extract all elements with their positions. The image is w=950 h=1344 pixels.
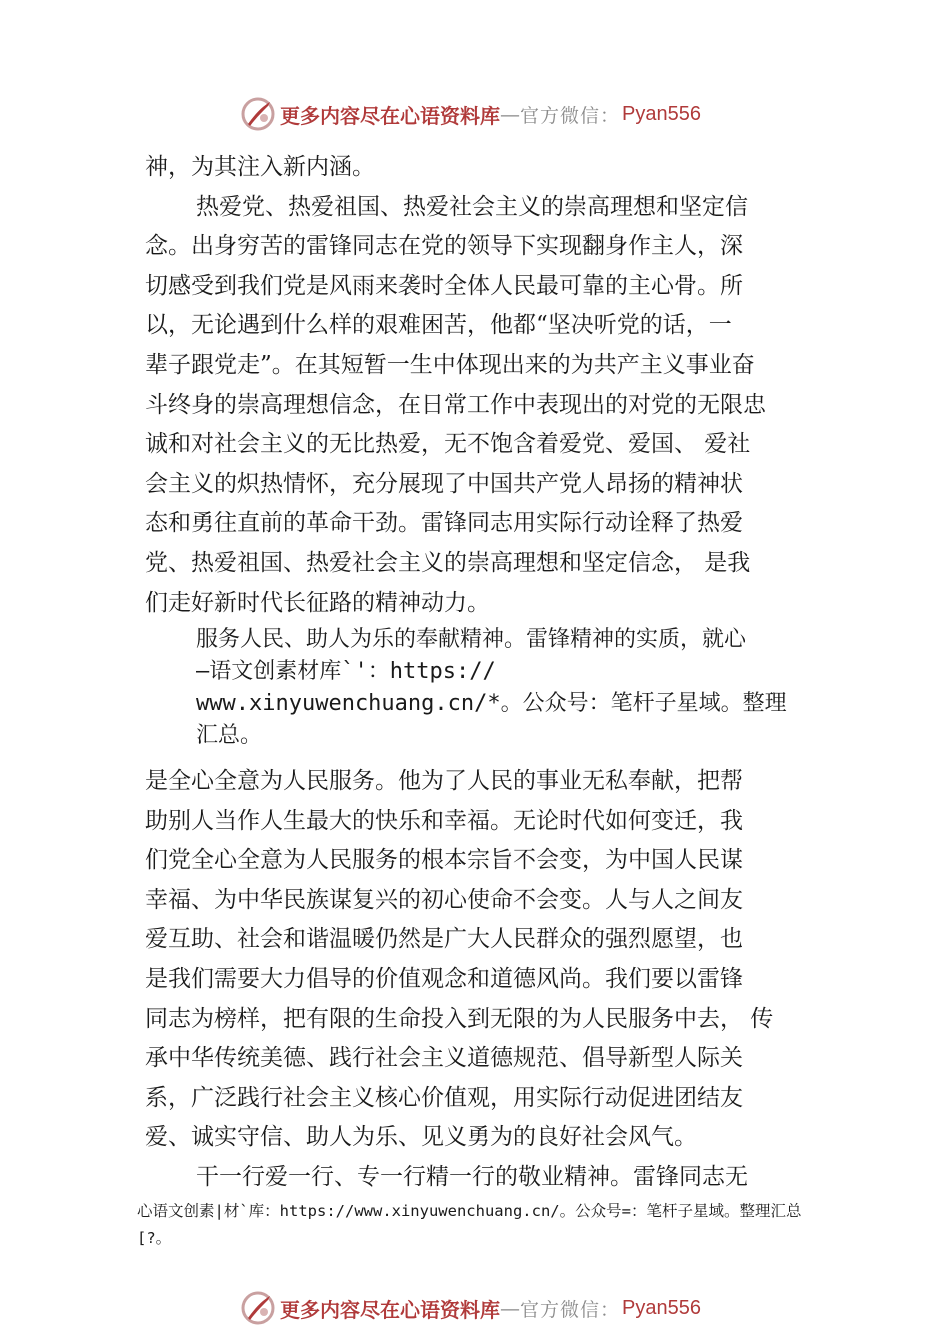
text-line: 党、热爱祖国、热爱社会主义的崇高理想和坚定信念， 是我 <box>145 549 751 576</box>
text-line: 辈子跟党走”。在其短暂一生中体现出来的为共产主义事业奋 <box>145 351 755 378</box>
text-line: 切感受到我们党是风雨来袭时全体人民最可靠的主心骨。所 <box>145 272 743 299</box>
text-line: 服务人民、助人为乐的奉献精神。雷锋精神的实质，就心 <box>196 627 747 652</box>
banner-title: 更多内容尽在心语资料库 <box>280 1297 500 1322</box>
text-line: 同志为榜样，把有限的生命投入到无限的为人民服务中去， 传 <box>145 1005 774 1032</box>
text-line: www.xinyuwenchuang.cn/*。公众号：笔杆子星域。整理 <box>196 691 787 716</box>
banner-wechat-id: Pyan556 <box>622 102 701 125</box>
text-line: 态和勇往直前的革命干劲。雷锋同志用实际行动诠释了热爱 <box>145 510 743 537</box>
banner-wechat-label: 官方微信： <box>520 1298 621 1321</box>
text-line: 以，无论遇到什么样的艰难困苦，他都“坚决听党的话，一 <box>145 312 732 339</box>
banner-wechat-id: Pyan556 <box>622 1296 701 1319</box>
footnote-line: 心语文创素|材`库：https://www.xinyuwenchuang.cn/。公众号=：笔杆子星域。整理汇总 <box>137 1202 802 1220</box>
text-line: 诚和对社会主义的无比热爱，无不饱含着爱党、爱国、 爱社 <box>145 431 751 458</box>
text-line: 系，广泛践行社会主义核心价值观，用实际行动促进团结友 <box>145 1084 743 1111</box>
banner-wechat-label: 官方微信： <box>520 104 621 127</box>
text-line: 助别人当作人生最大的快乐和幸福。无论时代如何变迁，我 <box>145 807 743 834</box>
text-line: —语文创素材库`'：https:// <box>196 659 496 684</box>
text-line: 爱互助、社会和谐温暖仍然是广大人民群众的强烈愿望，也 <box>145 926 743 953</box>
brush-logo-icon <box>240 1290 276 1326</box>
text-line: 神，为其注入新内涵。 <box>145 154 375 180</box>
text-line: 承中华传统美德、践行社会主义道德规范、倡导新型人际关 <box>145 1045 743 1072</box>
body-paragraph-group-1 <box>145 148 835 623</box>
text-line: 热爱党、热爱祖国、热爱社会主义的崇高理想和坚定信 <box>196 193 748 220</box>
brush-logo-icon <box>240 96 276 132</box>
text-line: 干一行爱一行、专一行精一行的敬业精神。雷锋同志无 <box>196 1163 748 1190</box>
footnote-line: [?。 <box>137 1229 172 1247</box>
text-line: 是全心全意为人民服务。他为了人民的事业无私奉献，把帮 <box>145 768 743 794</box>
text-line: 是我们需要大力倡导的价值观念和道德风尚。我们要以雷锋 <box>145 965 743 992</box>
text-line: 幸福、为中华民族谋复兴的初心使命不会变。人与人之间友 <box>145 886 743 913</box>
text-line: 会主义的炽热情怀，充分展现了中国共产党人昂扬的精神状 <box>145 470 743 497</box>
inserted-promo-text <box>196 624 836 752</box>
text-line: 汇总。 <box>196 723 263 748</box>
text-line: 爱、诚实守信、助人为乐、见义勇为的良好社会风气。 <box>145 1124 697 1151</box>
footer-banner <box>240 1290 730 1326</box>
header-banner <box>240 96 730 132</box>
banner-title: 更多内容尽在心语资料库 <box>280 103 500 128</box>
banner-separator: — <box>500 1296 520 1320</box>
text-line: 们走好新时代长征路的精神动力。 <box>145 589 490 616</box>
body-paragraph-group-2 <box>145 762 835 1198</box>
banner-separator: — <box>500 102 520 126</box>
text-line: 们党全心全意为人民服务的根本宗旨不会变，为中国人民谋 <box>145 847 743 874</box>
footnote <box>137 1198 837 1252</box>
text-line: 斗终身的崇高理想信念，在日常工作中表现出的对党的无限忠 <box>145 391 766 418</box>
text-line: 念。出身穷苦的雷锋同志在党的领导下实现翻身作主人，深 <box>145 233 743 260</box>
